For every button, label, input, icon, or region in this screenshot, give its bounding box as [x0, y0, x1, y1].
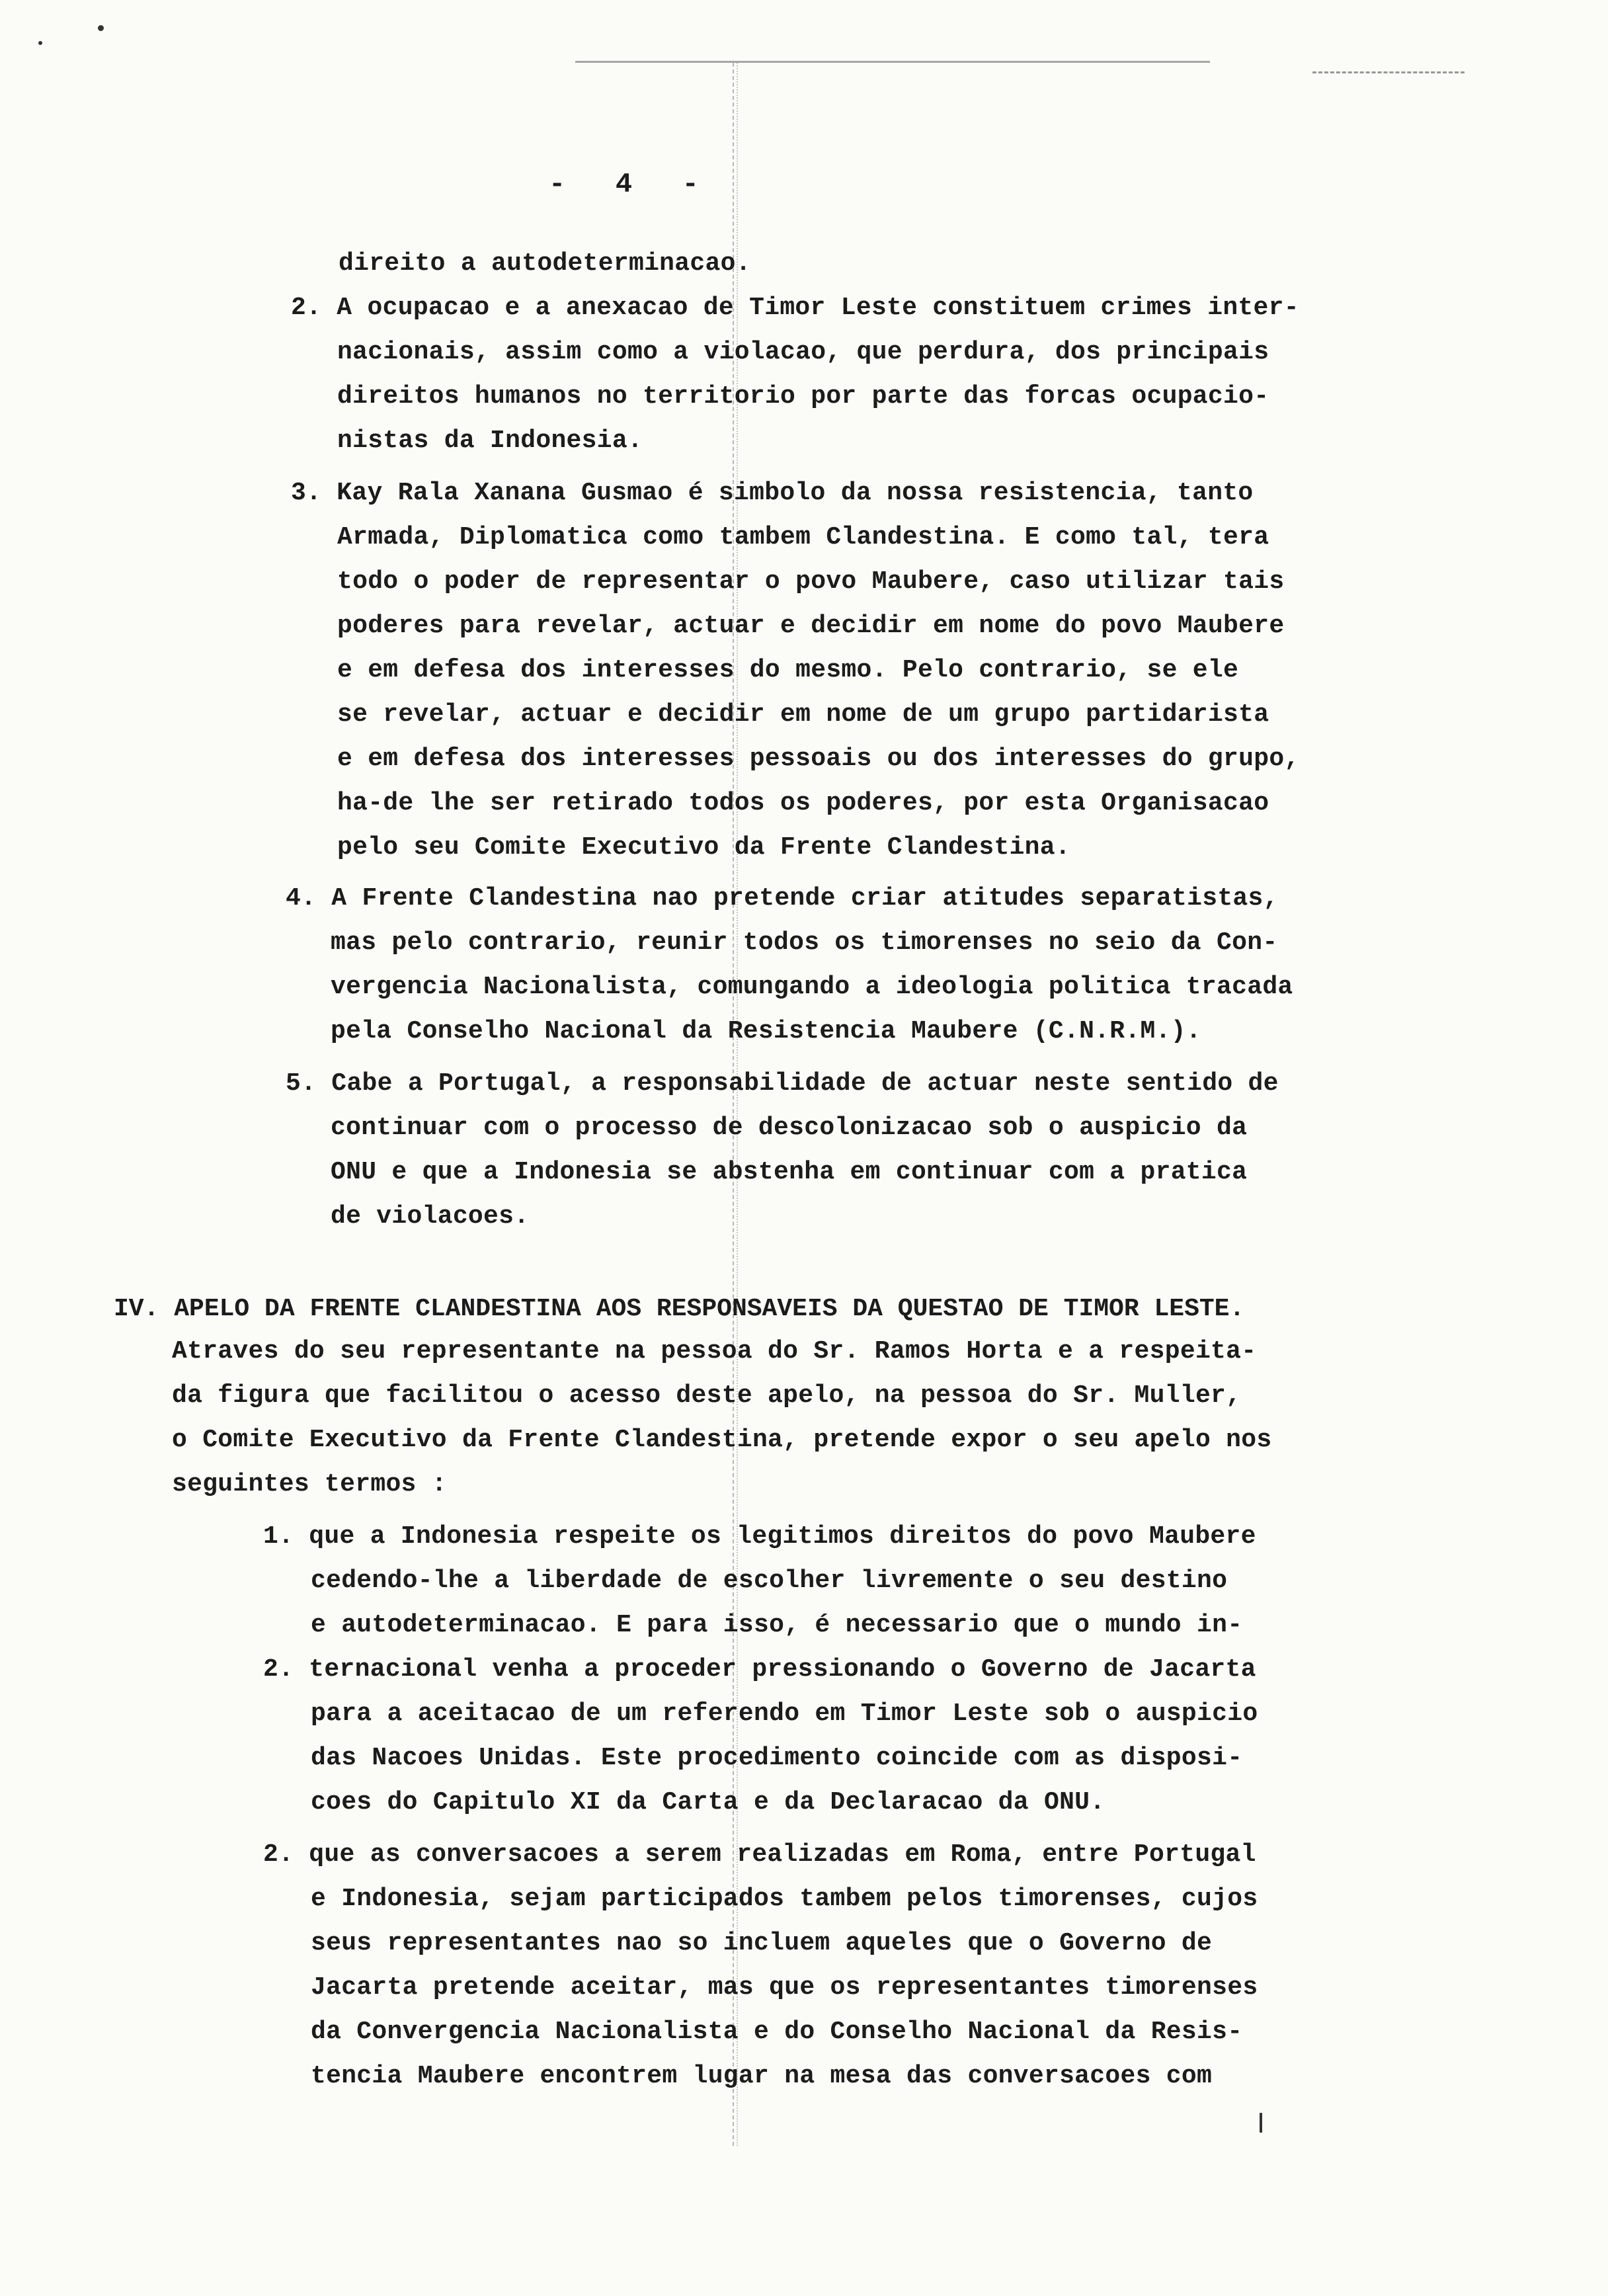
scan-speck — [98, 25, 104, 31]
text-line: cedendo-lhe a liberdade de escolher livremente o seu destino — [311, 1567, 1228, 1595]
text-line: todo o poder de representar o povo Maubere, caso utilizar tais — [337, 567, 1285, 596]
page-fold-mark — [733, 63, 738, 2146]
scan-speck — [38, 41, 42, 45]
text-line: Atraves do seu representante na pessoa do Sr. Ramos Horta e a respeita- — [172, 1337, 1257, 1366]
text-line: ha-de lhe ser retirado todos os poderes, por esta Organisacao — [337, 789, 1269, 817]
scan-speck — [1260, 2113, 1262, 2133]
text-line: direitos humanos no territorio por parte das forcas ocupacio- — [337, 382, 1269, 411]
text-line: se revelar, actuar e decidir em nome de um grupo partidarista — [337, 700, 1269, 729]
text-line: continuar com o processo de descolonizacao sob o auspicio da — [331, 1114, 1248, 1142]
page-number: - 4 - — [549, 169, 699, 200]
text-line: Armada, Diplomatica como tambem Clandestina. E como tal, tera — [337, 523, 1269, 552]
text-line: e autodeterminacao. E para isso, é necessario que o mundo in- — [311, 1611, 1243, 1639]
text-line: poderes para revelar, actuar e decidir em nome do povo Maubere — [337, 612, 1285, 640]
list-item-2: 2. A ocupacao e a anexacao de Timor Leste constituem crimes inter- — [291, 294, 1299, 322]
text-line: pelo seu Comite Executivo da Frente Clandestina. — [337, 833, 1070, 862]
text-line: e Indonesia, sejam participados tambem pelos timorenses, cujos — [311, 1885, 1258, 1913]
scan-top-edge-line — [575, 61, 1210, 63]
text-line: seguintes termos : — [172, 1470, 447, 1498]
text-line: nacionais, assim como a violacao, que perdura, dos principais — [337, 338, 1269, 366]
text-line: para a aceitacao de um referendo em Timor Leste sob o auspicio — [311, 1700, 1258, 1728]
list-item-3: 3. Kay Rala Xanana Gusmao é simbolo da nossa resistencia, tanto — [291, 479, 1254, 507]
appeal-item-2b: 2. que as conversacoes a serem realizadas em Roma, entre Portugal — [263, 1840, 1256, 1869]
list-item-4: 4. A Frente Clandestina nao pretende criar atitudes separatistas, — [286, 884, 1279, 913]
text-line: e em defesa dos interesses do mesmo. Pelo contrario, se ele — [337, 656, 1239, 684]
text-line: e em defesa dos interesses pessoais ou dos interesses do grupo, — [337, 745, 1300, 773]
section-heading-iv: IV. APELO DA FRENTE CLANDESTINA AOS RESPONSAVEIS DA QUESTAO DE TIMOR LESTE. — [114, 1295, 1245, 1323]
scan-right-edge-line — [1312, 71, 1465, 75]
text-line: tencia Maubere encontrem lugar na mesa das conversacoes com — [311, 2062, 1213, 2090]
text-line: de violacoes. — [331, 1202, 530, 1231]
text-line: nistas da Indonesia. — [337, 427, 643, 455]
list-item-5: 5. Cabe a Portugal, a responsabilidade de actuar neste sentido de — [286, 1069, 1279, 1098]
text-line: direito a autodeterminacao. — [339, 249, 751, 278]
text-line: o Comite Executivo da Frente Clandestina, pretende expor o seu apelo nos — [172, 1426, 1272, 1454]
text-line: Jacarta pretende aceitar, mas que os representantes timorenses — [311, 1973, 1258, 2002]
text-line: mas pelo contrario, reunir todos os timorenses no seio da Con- — [331, 928, 1278, 957]
appeal-item-2: 2. ternacional venha a proceder pressionando o Governo de Jacarta — [263, 1655, 1256, 1684]
text-line: das Nacoes Unidas. Este procedimento coincide com as disposi- — [311, 1744, 1243, 1772]
text-line: pela Conselho Nacional da Resistencia Maubere (C.N.R.M.). — [331, 1017, 1201, 1046]
text-line: da figura que facilitou o acesso deste apelo, na pessoa do Sr. Muller, — [172, 1381, 1242, 1410]
text-line: ONU e que a Indonesia se abstenha em continuar com a pratica — [331, 1158, 1248, 1186]
appeal-item-1: 1. que a Indonesia respeite os legitimos direitos do povo Maubere — [263, 1522, 1256, 1551]
text-line: seus representantes nao so incluem aqueles que o Governo de — [311, 1929, 1213, 1957]
text-line: vergencia Nacionalista, comungando a ideologia politica tracada — [331, 973, 1293, 1001]
text-line: da Convergencia Nacionalista e do Conselho Nacional da Resis- — [311, 2018, 1243, 2046]
text-line: coes do Capitulo XI da Carta e da Declaracao da ONU. — [311, 1788, 1106, 1817]
